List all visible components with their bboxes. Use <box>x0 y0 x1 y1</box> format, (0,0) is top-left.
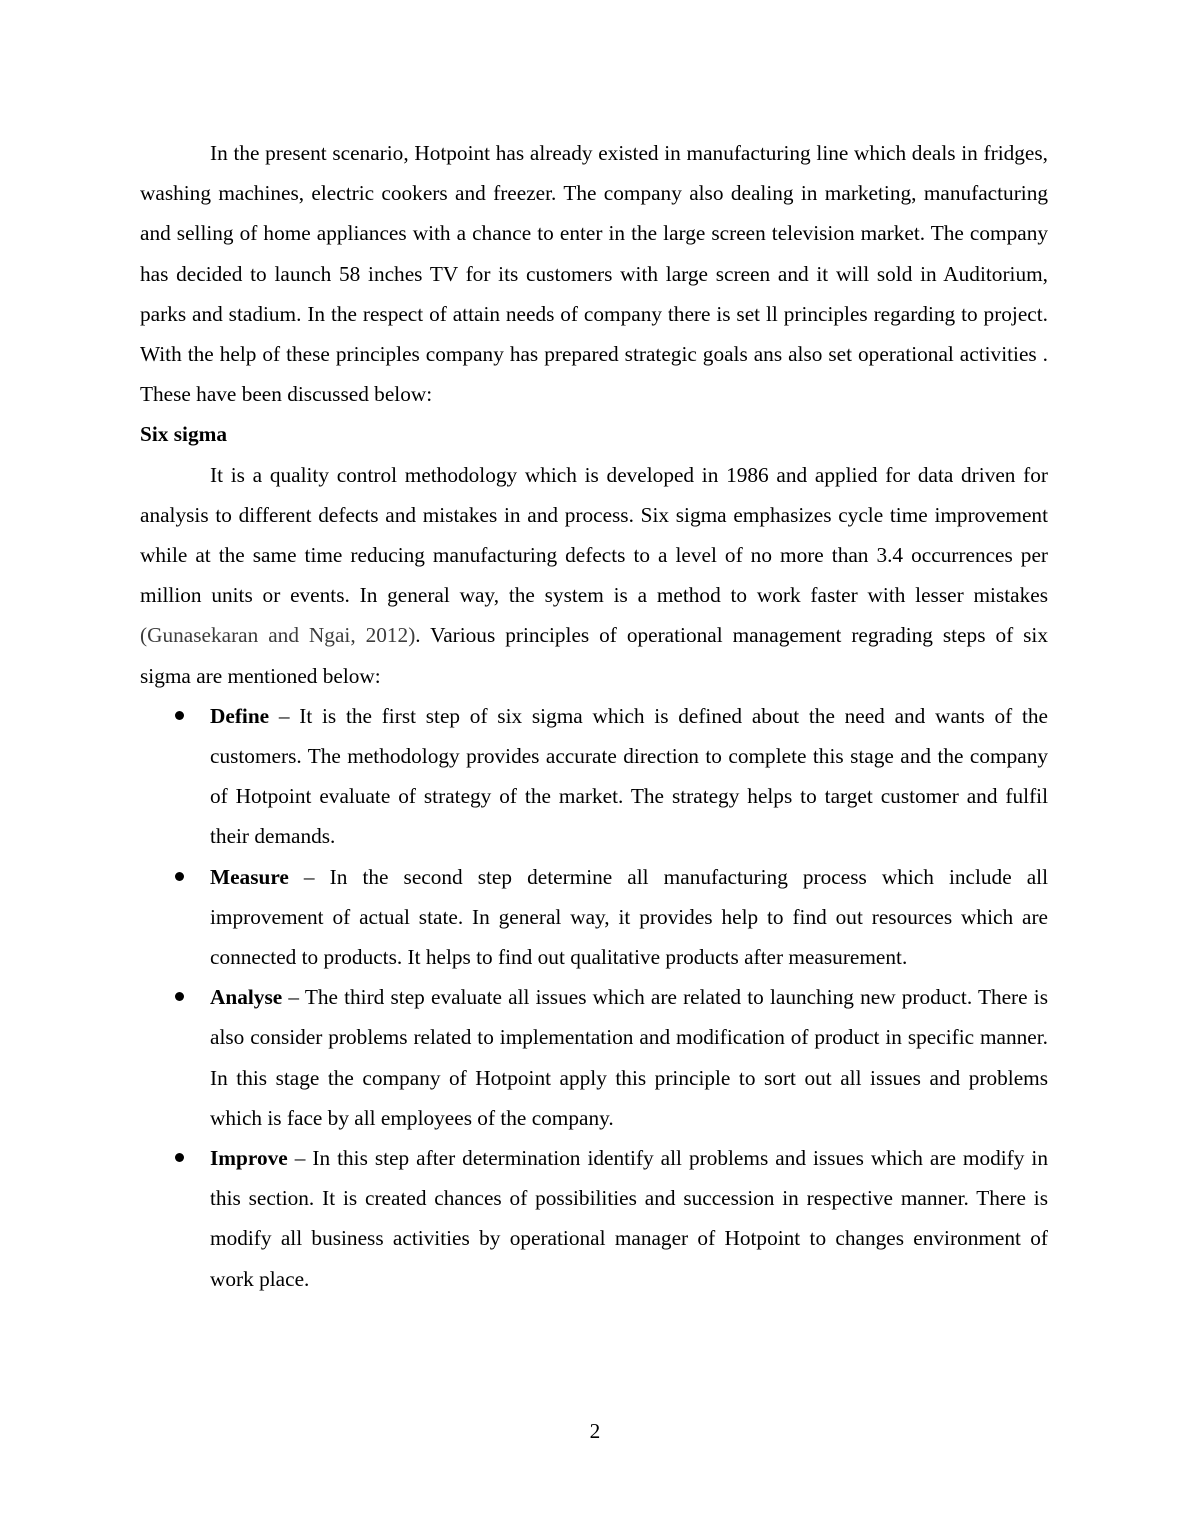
six-sigma-steps-list <box>140 696 1048 1299</box>
bullet-icon <box>175 992 184 1001</box>
citation: (Gunasekaran and Ngai, 2012) <box>140 623 416 648</box>
step-text: – It is the first step of six sigma which is defined about the need and wants of the customers. The methodology provides accurate direction to complete this stage and the company of Hotpoint evaluate of strategy of the market. The strategy helps to target customer and fulfil their demands. <box>210 703 1048 849</box>
bullet-icon <box>175 1153 184 1162</box>
step-term: Measure <box>210 864 289 889</box>
page-content <box>140 133 1048 1299</box>
step-text: – In the second step determine all manufacturing process which include all improvement of actual state. In general way, it provides help to find out resources which are connected to products. It helps to find out qualitative products after measurement. <box>210 864 1048 970</box>
list-item-define <box>140 696 1048 857</box>
step-term: Define <box>210 703 270 728</box>
section-paragraph-text-end: . Various principles of operational management regrading steps of six sigma are mentioned below: <box>140 623 1048 688</box>
bullet-icon <box>175 711 184 720</box>
list-item-measure <box>140 857 1048 978</box>
step-text: – The third step evaluate all issues which are related to launching new product. There is also consider problems related to implementation and modification of product in specific manner. In this stage the company of Hotpoint apply this principle to sort out all issues and problems which is face by all employees of the company. <box>210 985 1048 1130</box>
step-term: Analyse <box>210 985 283 1010</box>
step-term: Improve <box>210 1146 288 1171</box>
intro-paragraph: In the present scenario, Hotpoint has already existed in manufacturing line which deals in fridges, washing machines, electric cookers and freezer. The company also dealing in marketing, manufacturing and selling of home appliances with a chance to enter in the large screen television market. The company has decided to launch 58 inches TV for its customers with large screen and it will sold in Auditorium, parks and stadium. In the respect of attain needs of company there is set ll principles regarding to project. With the help of these principles company has prepared strategic goals ans also set operational activities . These have been discussed below: <box>140 141 1048 407</box>
bullet-icon <box>175 872 184 881</box>
step-text: – In this step after determination identify all problems and issues which are modify in this section. It is created chances of possibilities and succession in respective manner. There is modify all business activities by operational manager of Hotpoint to changes environment of work place. <box>210 1146 1048 1291</box>
page-number: 2 <box>589 1419 601 1443</box>
section-paragraph <box>140 455 1048 696</box>
section-paragraph-text: It is a quality control methodology which is developed in 1986 and applied for data driven for analysis to different defects and mistakes in and process. Six sigma emphasizes cycle time improvement while at the same time reducing manufacturing defects to a level of no more than 3.4 occurrences per million units or events. In general way, the system is a method to work faster with lesser mistakes <box>140 462 1048 608</box>
section-heading: Six sigma <box>140 422 227 447</box>
list-item-improve <box>140 1138 1048 1299</box>
list-item-analyse <box>140 977 1048 1138</box>
